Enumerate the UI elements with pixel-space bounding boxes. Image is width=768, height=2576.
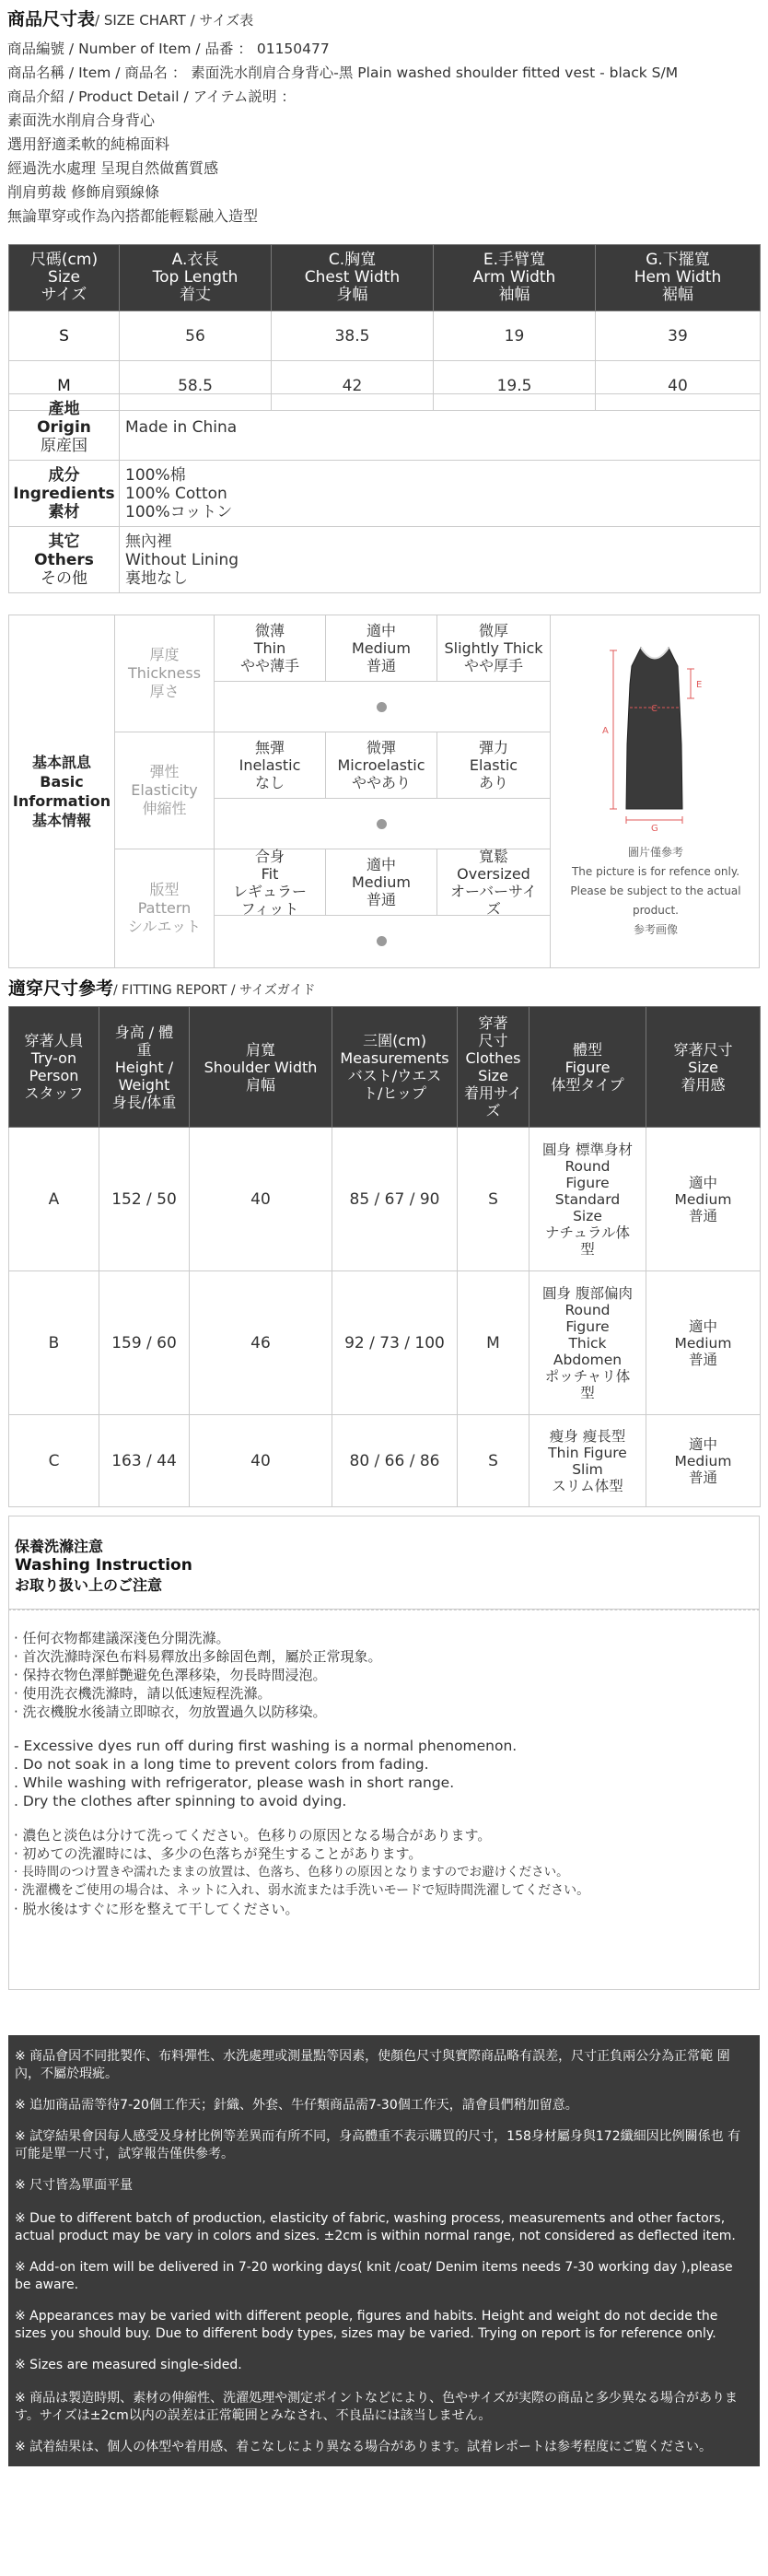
attribute-name: 彈性 Elasticity 伸縮性: [115, 732, 215, 849]
table-cell: 58.5: [120, 361, 272, 411]
table-cell: 38.5: [272, 311, 434, 361]
washing-instruction: [8, 1516, 760, 1990]
header-figure: 體型 Figure 体型タイプ: [529, 1007, 646, 1128]
product-header: [7, 6, 761, 228]
table-cell: 40: [596, 361, 761, 411]
option-elastic: 彈力 Elastic あり: [437, 732, 550, 799]
fitting-table-header: [9, 1007, 761, 1128]
option-oversized: 寬鬆 Oversized オーバーサイ ズ: [437, 849, 550, 916]
fit-feel: 適中 Medium 普通: [646, 1271, 761, 1415]
option-inelastic: 無彈 Inelastic なし: [215, 732, 326, 799]
person: A: [9, 1128, 99, 1271]
table-cell: 39: [596, 311, 761, 361]
measurements: 85 / 67 / 90: [332, 1128, 458, 1271]
header-fit-feel: 穿著尺寸 Size 着用感: [646, 1007, 761, 1128]
ingredients-key: 成分 Ingredients 素材: [9, 461, 120, 527]
table-cell: 42: [272, 361, 434, 411]
item-number: 商品編號 / Number of Item / 品番 ： 01150477: [7, 41, 330, 57]
note-jp: ※ 商品は製造時期、素材の伸縮性、洗濯処理や測定ポイントなどにより、色やサイズが実際の商品と多少異なる場合がありま す。サイズは±2cm以内の誤差は正常範囲とみなされ、不良品には該当しません。: [15, 2391, 739, 2423]
attribute-grid: [115, 615, 550, 967]
item-name: 商品名稱 / Item / 商品名 ： 素面洗水削肩合身背心-黑 Plain washed shoulder fitted vest - black S/M: [7, 64, 679, 81]
height-weight: 159 / 60: [99, 1271, 190, 1415]
person: B: [9, 1271, 99, 1415]
detail-line: 經過洗水處理 呈現自然做舊質感: [7, 159, 219, 177]
figure: 瘦身 瘦長型 Thin Figure Slim スリム体型: [529, 1415, 646, 1507]
option-fit: 合身 Fit レギュラー フィット: [215, 849, 326, 916]
size-label: S: [9, 311, 120, 361]
attribute-name: 版型 Pattern シルエット: [115, 849, 215, 967]
wash-line-jp: · 初めての洗濯時には、多少の色落ちが発生することがあります。: [14, 1845, 423, 1862]
measurement-diagram: [550, 615, 760, 967]
note-en: ※ Sizes are measured single-sided.: [15, 2358, 242, 2372]
wash-line-en: . Do not soak in a long time to prevent colors from fading.: [14, 1756, 429, 1773]
header-chest-width: C.胸寬 Chest Width 身幅: [272, 245, 434, 311]
wash-line-jp: · 脱水後はすぐに形を整えて干してください。: [14, 1901, 299, 1917]
header-top-length: A.衣長 Top Length 着丈: [120, 245, 272, 311]
basic-info-title: 基本訊息 Basic Information 基本情報: [9, 615, 115, 967]
clothes-size: S: [458, 1128, 529, 1271]
attribute-name: 厚度 Thickness 厚さ: [115, 615, 215, 732]
header-height-weight: 身高 / 體 重 Height / Weight 身長/体重: [99, 1007, 190, 1128]
basic-information: [8, 615, 760, 968]
clothes-size: M: [458, 1271, 529, 1415]
selected-dot: [377, 702, 387, 712]
note-en: ※ Appearances may be varied with different people, figures and habits. Height and weight do not decide the sizes you should buy. Due to different body types, sizes may be varied. Trying on report is for reference only.: [15, 2309, 718, 2341]
wash-line-jp: · 長時間のつけ置きや濡れたままの放置は、色落ち、色移りの原因となりますのでお避けください。: [14, 1865, 569, 1879]
table-cell: 56: [120, 311, 272, 361]
option-medium: 適中 Medium 普通: [326, 849, 437, 916]
attribute-thickness: [115, 615, 550, 732]
header-arm-width: E.手臂寬 Arm Width 袖幅: [434, 245, 596, 311]
note-jp: ※ サイズはすべて片面平置きでの採寸となります。: [15, 2471, 311, 2486]
others-key: 其它 Others その他: [9, 527, 120, 593]
washing-title: 保養洗滌注意 Washing Instruction お取り扱い上のご注意: [8, 1516, 760, 1610]
product-detail-label: 商品介紹 / Product Detail / アイテム説明 ：: [7, 88, 296, 105]
notes-panel: [8, 2035, 760, 2486]
selection-marker: [215, 682, 550, 732]
fit-feel: 適中 Medium 普通: [646, 1415, 761, 1507]
selection-marker: [215, 916, 550, 966]
selection-marker: [215, 799, 550, 849]
size-table-header: [9, 245, 761, 311]
note-jp: ※ 試着結果は、個人の体型や着用感、着こなしにより異なる場合があります。試着レポートは参考程度にご覧ください。: [15, 2440, 713, 2454]
header-hem-width: G.下擺寬 Hem Width 裾幅: [596, 245, 761, 311]
detail-line: 選用舒適柔軟的純棉面料: [7, 135, 170, 153]
label-a: A: [602, 726, 609, 736]
wash-line-zh: · 任何衣物都建議深淺色分開洗滌。: [14, 1630, 230, 1646]
table-row: [9, 1415, 761, 1507]
figure: 圓身 標準身材 Round Figure Standard Size ナチュラル体 型: [529, 1128, 646, 1271]
vest-silhouette: [626, 648, 682, 809]
ingredients-row: [9, 461, 761, 527]
note-en: ※ Add-on item will be delivered in 7-20 working days( knit /coat/ Denim items needs 7-30 working day ),please be aware.: [15, 2260, 733, 2292]
note-zh: ※ 追加商品需等待7-20個工作天；針織、外套、牛仔類商品需7-30個工作天，請會員們稍加留意。: [15, 2098, 578, 2113]
note-zh: ※ 尺寸皆為單面平量: [15, 2178, 134, 2193]
detail-line: 削肩剪裁 修飾肩頸線條: [7, 183, 160, 201]
table-row: [9, 1271, 761, 1415]
option-medium: 適中 Medium 普通: [326, 615, 437, 682]
header-clothes-size: 穿著 尺寸 Clothes Size 着用サイ ズ: [458, 1007, 529, 1128]
fitting-table: [8, 1006, 761, 1507]
height-weight: 152 / 50: [99, 1128, 190, 1271]
height-weight: 163 / 44: [99, 1415, 190, 1507]
label-e: E: [696, 680, 703, 690]
measurements: 92 / 73 / 100: [332, 1271, 458, 1415]
wash-line-zh: · 保持衣物色澤鮮艷避免色澤移染，勿長時間浸泡。: [14, 1667, 327, 1683]
measurements: 80 / 66 / 86: [332, 1415, 458, 1507]
detail-line: 素面洗水削肩合身背心: [7, 111, 156, 129]
material-table: [8, 393, 761, 593]
wash-line-en: - Excessive dyes run off during first washing is a normal phenomenon.: [14, 1738, 518, 1754]
table-cell: 19: [434, 311, 596, 361]
size-chart-title: 商品尺寸表 / SIZE CHART / サイズ表: [7, 9, 254, 29]
option-microelastic: 微彈 Microelastic ややあり: [326, 732, 437, 799]
wash-line-en: . While washing with refrigerator, please wash in short range.: [14, 1774, 455, 1791]
wash-line-jp: · 濃色と淡色は分けて洗ってください。色移りの原因となる場合があります。: [14, 1827, 492, 1844]
attribute-elasticity: [115, 732, 550, 849]
note-zh: ※ 試穿結果會因每人感受及身材比例等差異而有所不同，身高體重不表示購買的尺寸，158身材屬身與172纖細因比例關係也 有可能是單一尺寸，試穿報告僅供參考。: [15, 2129, 741, 2161]
option-slightly-thick: 微厚 Slightly Thick やや厚手: [437, 615, 550, 682]
wash-line-jp: · 洗濯機をご使用の場合は、ネットに入れ、弱水流または手洗いモードで短時間洗濯してください。: [14, 1883, 590, 1898]
fitting-report-title: 適穿尺寸參考/ FITTING REPORT / サイズガイド: [8, 978, 316, 999]
ingredients-value: 100%棉 100% Cotton 100%コットン: [120, 461, 761, 527]
shoulder: 40: [190, 1128, 332, 1271]
table-row: [9, 311, 761, 361]
shoulder: 40: [190, 1415, 332, 1507]
table-row: [9, 1128, 761, 1271]
wash-line-zh: · 洗衣機脫水後請立即晾衣，勿放置過久以防移染。: [14, 1704, 327, 1720]
selected-dot: [377, 819, 387, 829]
diagram-note: 圖片僅參考 The picture is for refence only. Please be subject to the actual product. 参考画像: [570, 846, 741, 936]
tank-top-diagram: [551, 615, 759, 837]
others-row: [9, 527, 761, 593]
origin-value: Made in China: [120, 394, 761, 461]
note-en: ※ Due to different batch of production, elasticity of fabric, washing process, measurements and other factors, actual product may be vary in colors and sizes. ±2cm is within normal range, not considered as deflected item.: [15, 2211, 736, 2243]
wash-line-en: . Dry the clothes after spinning to avoid dying.: [14, 1793, 347, 1809]
wash-line-zh: · 首次洗滌時深色布料易釋放出多餘固色劑，屬於正常現象。: [14, 1648, 382, 1665]
size-table: [8, 244, 761, 411]
label-c: C: [651, 704, 657, 714]
origin-row: [9, 394, 761, 461]
others-value: 無內裡 Without Lining 裏地なし: [120, 527, 761, 593]
label-g: G: [651, 824, 658, 834]
shoulder: 46: [190, 1271, 332, 1415]
selected-dot: [377, 936, 387, 946]
table-cell: 19.5: [434, 361, 596, 411]
header-person: 穿著人員 Try-on Person スタッフ: [9, 1007, 99, 1128]
clothes-size: S: [458, 1415, 529, 1507]
washing-body: [8, 1610, 760, 1990]
figure: 圓身 腹部偏肉 Round Figure Thick Abdomen ポッチャリ体 型: [529, 1271, 646, 1415]
attribute-pattern: [115, 849, 550, 967]
origin-key: 產地 Origin 原産国: [9, 394, 120, 461]
header-shoulder: 肩寬 Shoulder Width 肩幅: [190, 1007, 332, 1128]
wash-line-zh: · 使用洗衣機洗滌時，請以低速短程洗滌。: [14, 1685, 272, 1702]
header-measurements: 三圍(cm) Measurements バスト/ウエス ト/ヒップ: [332, 1007, 458, 1128]
fit-feel: 適中 Medium 普通: [646, 1128, 761, 1271]
header-size: 尺碼(cm) Size サイズ: [9, 245, 120, 311]
option-thin: 微薄 Thin やや薄手: [215, 615, 326, 682]
detail-line: 無論單穿或作為內搭都能輕鬆融入造型: [7, 207, 259, 225]
note-zh: ※ 商品會因不同批製作、布料彈性、水洗處理或測量點等因素，使顏色尺寸與實際商品略有誤差，尺寸正負兩公分為正常範 圍內，不屬於瑕疵。: [15, 2049, 730, 2081]
size-label: M: [9, 361, 120, 411]
person: C: [9, 1415, 99, 1507]
